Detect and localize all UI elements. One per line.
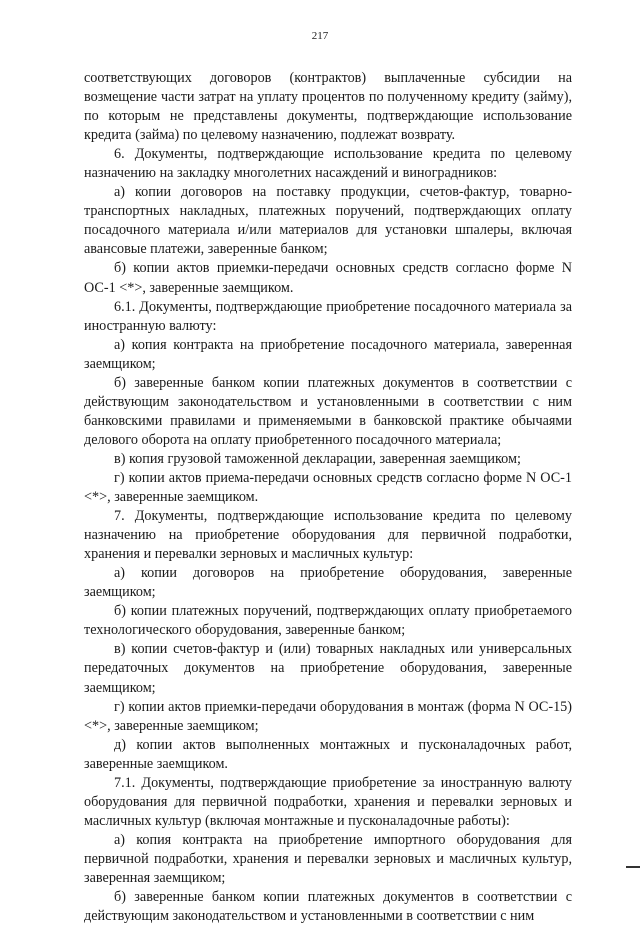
paragraph-item-6b: б) копии актов приемки-передачи основных средств согласно форме N ОС-1 <*>, заверенные заемщиком. — [84, 260, 572, 296]
paragraph-item-7g: г) копии актов приемки-передачи оборудования в монтаж (форма N ОС-15) <*>, заверенные заемщиком; — [84, 698, 572, 734]
paragraph-item-6-1b: б) заверенные банком копии платежных документов в соответствии с действующим законодательством и установленными в соответствии с ним банковскими правилами и применяемыми в банковской практике обычаями делового оборота на оплату приобретенного посадочного материала; — [84, 374, 572, 448]
paragraph-item-7-1b: б) заверенные банком копии платежных документов в соответствии с действующим законодательством и установленными в соответствии с ним — [84, 889, 572, 925]
paragraph-item-6-1: 6.1. Документы, подтверждающие приобретение посадочного материала за иностранную валюту: — [84, 298, 572, 334]
paragraph-item-7d: д) копии актов выполненных монтажных и пусконаладочных работ, заверенные заемщиком. — [84, 736, 572, 772]
edge-mark — [626, 866, 640, 868]
paragraph-item-6-1g: г) копии актов приема-передачи основных средств согласно форме N ОС-1 <*>, заверенные заемщиком. — [84, 469, 572, 506]
paragraph-item-7v: в) копии счетов-фактур и (или) товарных накладных или универсальных передаточных документов на приобретение оборудования, заверенные заемщиком; — [84, 641, 572, 696]
paragraph-item-7: 7. Документы, подтверждающие использование кредита по целевому назначению на приобретение оборудования для первичной подработки, хранения и перевалки зерновых и масличных культур: — [84, 508, 572, 563]
paragraph-item-6a: а) копии договоров на поставку продукции, счетов-фактур, товарно-транспортных накладных, платежных поручений, подтверждающих оплату посадочного материала и/или материалов для установки шпалеры, включая авансовые платежи, заверенные банком; — [84, 184, 572, 258]
page-number: 217 — [311, 30, 329, 42]
paragraph-item-6-1v: в) копия грузовой таможенной декларации, заверенная заемщиком; — [114, 450, 521, 467]
paragraph-item-7a: а) копии договоров на приобретение оборудования, заверенные заемщиком; — [84, 565, 572, 601]
paragraph-item-7-1: 7.1. Документы, подтверждающие приобретение за иностранную валюту оборудования для первичной подработки, хранения и перевалки зерновых и масличных культур (включая монтажные и пусконаладочные работы): — [84, 774, 572, 829]
paragraph-item-6: 6. Документы, подтверждающие использование кредита по целевому назначению на закладку многолетних насаждений и виноградников: — [84, 146, 572, 182]
document-body — [84, 69, 572, 926]
paragraph-item-7-1a: а) копия контракта на приобретение импортного оборудования для первичной подработки, хранения и перевалки зерновых и масличных культур, заверенная заемщиком; — [84, 831, 572, 886]
paragraph-continuation: соответствующих договоров (контрактов) выплаченные субсидии на возмещение части затрат на уплату процентов по полученному кредиту (займу), по которым не представлены документы, подтверждающие использование кредита (займа) по целевому назначению, подлежат возврату. — [84, 70, 572, 144]
paragraph-item-7b: б) копии платежных поручений, подтверждающих оплату приобретаемого технологического оборудования, заверенные банком; — [84, 603, 572, 639]
paragraph-item-6-1a: а) копия контракта на приобретение посадочного материала, заверенная заемщиком; — [84, 336, 572, 372]
